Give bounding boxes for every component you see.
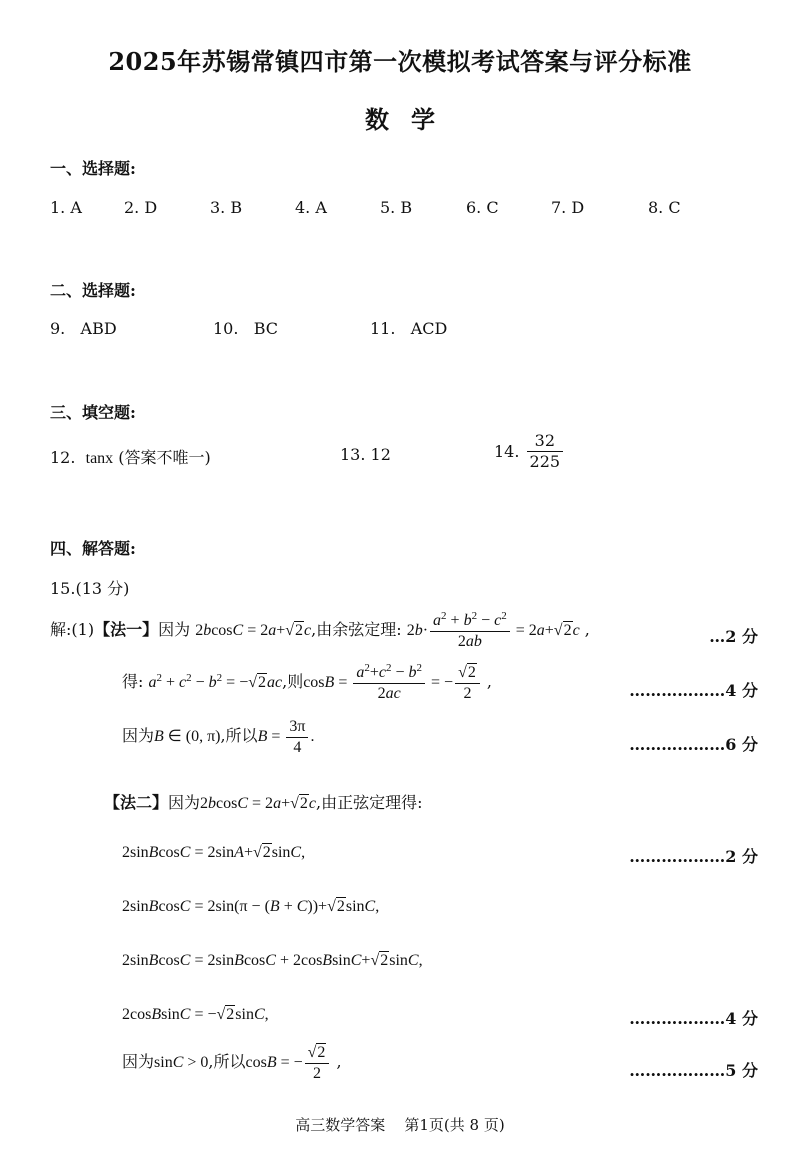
method2-eq1: 2sinBcosC = 2sinA+√2sinC, [122, 844, 306, 861]
method2-eq3: 2sinBcosC = 2sinBcosC + 2cosBsinC+√2sinC, [122, 952, 423, 969]
score-5: ………………5 分 [629, 1061, 758, 1080]
method2-line5: 因为sinC > 0,所以cosB = − $\frac{√2}{2}$ , [122, 1044, 342, 1082]
method2-eq2: 2sinBcosC = 2sin(π − (B + C))+√2sinC, [122, 898, 380, 915]
answer-5: 5. B [380, 198, 413, 217]
section4-heading: 四、解答题: [50, 539, 136, 558]
answer-2: 2. D [124, 198, 158, 217]
answer-7: 7. D [551, 198, 585, 217]
method1-line3: 因为B ∈ (0, π),所以B = $\frac{3\pi}{4}$ . [122, 718, 315, 756]
q15-header: 15.(13 分) [50, 579, 130, 598]
page-footer: 高三数学答案 第1页(共 8 页) [295, 1116, 505, 1134]
answer-4: 4. A [295, 198, 327, 217]
answer-6: 6. C [466, 198, 499, 217]
answer-8: 8. C [648, 198, 681, 217]
page-title: 2025年苏锡常镇四市第一次模拟考试答案与评分标准 [108, 47, 692, 76]
score-2: …2 分 [709, 627, 758, 646]
answer-9: 9. ABD [50, 319, 117, 338]
section3-heading: 三、填空题: [50, 403, 136, 422]
answer-12: 12. tanx (答案不唯一) [50, 448, 211, 467]
answer-3: 3. B [210, 198, 243, 217]
answer-13: 13. 12 [340, 445, 391, 464]
score-2b: ………………2 分 [629, 847, 758, 866]
method1-line2: 得: $a^2 + c^2 - b^2 = -√2ac$,则cosB = $\frac{a^2+c^2 - b^2}{2ac}$ = − $\frac{√2}{2}$ , [122, 662, 493, 702]
answer-14: 14. $\frac{32}{225}$ [494, 432, 565, 471]
score-4b: ………………4 分 [629, 1009, 758, 1028]
subject-title: 数学 [365, 105, 457, 134]
section2-heading: 二、选择题: [50, 281, 136, 300]
section1-heading: 一、选择题: [50, 159, 136, 178]
answer-1: 1. A [50, 198, 82, 217]
method2-line1: 【法二】因为2bcosC = 2a+√2c,由正弦定理得: [104, 793, 423, 812]
score-4: ………………4 分 [629, 681, 758, 700]
method2-eq4: 2cosBsinC = −√2sinC, [122, 1006, 269, 1023]
score-6: ………………6 分 [629, 735, 758, 754]
answer-11: 11. ACD [370, 319, 448, 338]
answer-10: 10. BC [213, 319, 278, 338]
method1-line1: 解:(1)【法一】因为 2bcosC = 2a+√2c,由余弦定理: 2b· $\frac{a^2 + b^2 - c^2}{2ab}$ = 2a+√2c , [50, 610, 590, 650]
